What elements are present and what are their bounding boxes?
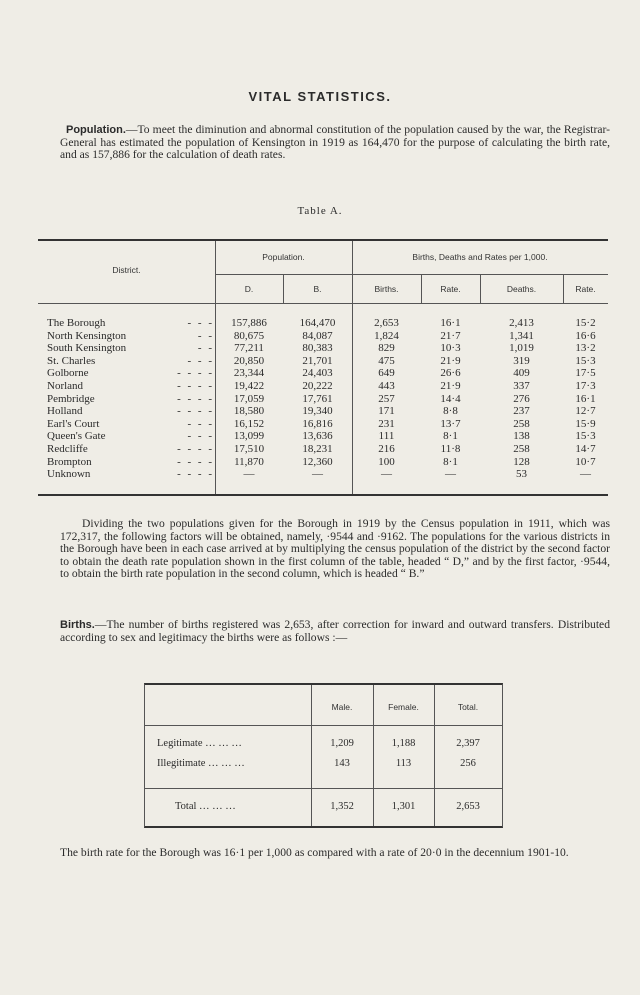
cell-district: Unknown [47,468,91,481]
cell-death-rate: 15·3 [575,354,596,367]
cell-birth-rate: 21·9 [440,354,461,367]
births-text: —The number of births registered was 2,653, after correction for inward and outward transfers. Distributed according to sex and legitimacy the births were as follows :— [60,618,610,644]
header-district: District. [112,265,141,275]
leader-dashes: - - [197,342,214,355]
cell-birth-population: 164,470 [299,317,336,329]
header-death-rate: Rate. [575,284,596,294]
cell-district: Holland [47,405,83,418]
cell-deaths: 409 [513,367,530,380]
cell-deaths: 128 [513,455,530,468]
header-birth-rate: Rate. [440,284,461,294]
table-row [38,430,608,443]
birth-rate-paragraph: The birth rate for the Borough was 16·1 per 1,000 as compared with a rate of 20·0 in the decennium 1901-10. [60,846,569,859]
cell-births: 829 [378,342,395,355]
cell-birth-rate: — [445,468,456,481]
cell-birth-population: 84,087 [302,329,333,342]
cell-birth-population: 20,222 [302,380,333,392]
table-row [38,405,608,418]
cell-district: St. Charles [47,354,96,367]
cell-total: 256 [460,758,476,769]
table-row [38,443,608,456]
table-a-caption: Table A. [297,205,343,217]
table-row [38,342,608,355]
cell-birth-population: 24,403 [302,367,333,380]
cell-death-population: 11,870 [234,455,264,468]
cell-birth-population: 17,761 [302,392,333,405]
cell-birth-rate: 10·3 [440,342,461,355]
cell-district: South Kensington [47,342,127,355]
cell-death-rate: 13·2 [575,342,596,355]
cell-death-rate: 15·2 [575,317,596,329]
total-male: 1,352 [330,801,354,812]
cell-births: 111 [378,430,395,443]
cell-deaths: 337 [513,380,530,392]
header-deaths: Deaths. [506,284,537,294]
cell-district: North Kensington [47,329,127,342]
cell-district: Earl's Court [47,417,100,430]
cell-deaths: 276 [513,392,530,405]
cell-male: 143 [334,758,350,769]
cell-death-rate: — [580,468,591,481]
table-row [38,367,608,380]
cell-death-population: 157,886 [231,317,267,329]
cell-births: 1,824 [374,329,399,342]
cell-death-population: 77,211 [234,342,264,355]
cell-birth-population: 12,360 [302,455,333,468]
cell-births: 216 [378,443,395,455]
cell-death-population: 16,152 [233,417,265,430]
cell-district: Norland [47,380,84,392]
cell-total: 2,397 [456,738,480,749]
cell-death-population: 17,510 [233,443,265,455]
cell-female: 113 [395,758,412,769]
cell-death-rate: 12·7 [575,405,596,418]
cell-death-population: 23,344 [233,367,265,380]
row-label: Legitimate … … … [157,738,242,749]
cell-birth-rate: 8·1 [443,430,458,443]
cell-death-population: 20,850 [233,354,265,367]
cell-birth-population: 80,383 [302,342,333,355]
cell-deaths: 2,413 [509,317,534,329]
leader-dashes: - - [197,329,214,342]
table-row [38,456,608,469]
leader-dashes: - - - - [177,380,214,392]
header-population: Population. [262,252,305,262]
leader-dashes: - - - - [177,392,214,405]
cell-deaths: 53 [516,468,527,481]
cell-births: 257 [378,392,395,405]
cell-death-rate: 15·9 [575,417,596,430]
cell-birth-population: 18,231 [302,443,333,455]
population-paragraph [60,124,610,162]
births-heading: Births. [60,619,95,631]
table-a [38,239,608,496]
table-b [144,683,503,828]
total-female: 1,301 [391,801,416,812]
table-row [38,380,608,393]
table-row [38,317,608,330]
leader-dashes: - - - - [177,468,214,481]
total-total: 2,653 [456,801,480,812]
header-d: D. [244,284,254,294]
cell-deaths: 237 [513,405,530,418]
cell-birth-rate: 11·8 [440,443,461,455]
cell-district: Golborne [47,367,89,380]
page-title: VITAL STATISTICS. [248,89,392,104]
cell-male: 1,209 [330,738,354,749]
cell-death-population: 18,580 [233,405,265,418]
table-row [38,468,608,481]
leader-dashes: - - - [187,430,214,443]
cell-death-rate: 15·3 [575,430,596,443]
cell-birth-population: — [312,468,323,481]
cell-births: 171 [378,405,395,418]
cell-birth-rate: 16·1 [440,317,461,329]
header-female: Female. [388,702,419,712]
cell-deaths: 1,019 [509,342,534,355]
total-label: Total … … … [175,801,236,812]
cell-births: 475 [378,354,395,367]
cell-death-population: 17,059 [233,392,265,405]
cell-district: Queen's Gate [47,430,106,443]
cell-death-population: 80,675 [233,329,265,342]
cell-death-rate: 16·1 [575,392,596,405]
cell-births: 2,653 [374,317,399,329]
cell-birth-population: 19,340 [302,405,333,418]
births-paragraph [60,619,610,644]
cell-death-population: — [243,468,255,481]
cell-birth-rate: 21·9 [440,380,461,392]
header-births: Births. [374,284,399,294]
cell-births: 443 [378,380,395,392]
cell-deaths: 258 [513,443,530,455]
leader-dashes: - - - [187,317,214,329]
leader-dashes: - - - - [177,443,214,455]
leader-dashes: - - - - [177,405,214,418]
header-b: B. [313,284,322,294]
cell-deaths: 319 [513,354,530,367]
cell-birth-rate: 26·6 [440,367,461,380]
cell-births: — [381,468,392,481]
header-births-deaths-rates: Births, Deaths and Rates per 1,000. [412,252,548,262]
cell-district: Redcliffe [47,443,88,455]
leader-dashes: - - - [187,417,214,430]
cell-births: 231 [378,417,395,430]
cell-birth-rate: 21·7 [440,329,461,342]
cell-district: The Borough [47,317,106,329]
cell-district: Pembridge [47,392,95,405]
cell-death-population: 13,099 [233,430,265,443]
dividing-paragraph: Dividing the two populations given for the Borough in 1919 by the Census population in 1911, which was 172,317, the following factors will be obtained, namely, ·9544 and ·9162. The populations for the various districts in the Borough have been in each case arrived at by multiplying the census population of the district by the second factor to obtain the death rate population shown in the first column of the table, headed “ D,” and by the first factor, ·9544, to obtain the birth rate population in the second column, which is headed “ B.” [60,517,610,581]
cell-female: 1,188 [391,738,416,749]
cell-death-rate: 17·5 [575,367,596,380]
table-row [38,355,608,368]
cell-birth-rate: 8·8 [443,405,458,418]
cell-deaths: 138 [513,430,530,443]
cell-death-rate: 17·3 [575,380,596,392]
cell-birth-population: 21,701 [302,354,333,367]
table-row [38,418,608,431]
cell-death-population: 19,422 [233,380,265,392]
population-heading: Population. [66,124,126,136]
cell-birth-rate: 8·1 [443,455,458,468]
cell-district: Brompton [47,455,92,468]
cell-births: 649 [378,367,395,380]
cell-birth-population: 13,636 [302,430,333,443]
cell-birth-rate: 13·7 [440,417,461,430]
leader-dashes: - - - - [177,367,214,380]
cell-births: 100 [378,455,395,468]
population-text: —To meet the diminution and abnormal constitution of the population caused by the war, the Registrar-General has estimated the population of Kensington in 1919 as 164,470 for the purpose of calculating the birth rate, and as 157,886 for the calculation of death rates. [60,123,610,162]
header-total: Total. [457,702,479,712]
cell-death-rate: 14·7 [575,443,596,455]
leader-dashes: - - - - [177,455,214,468]
header-male: Male. [331,702,353,712]
row-label: Illegitimate … … … [157,758,245,769]
table-row [38,393,608,406]
cell-deaths: 258 [513,417,530,430]
cell-death-rate: 10·7 [575,455,596,468]
cell-death-rate: 16·6 [575,329,596,342]
leader-dashes: - - - [187,354,214,367]
table-row [38,330,608,343]
cell-birth-population: 16,816 [302,417,333,430]
cell-birth-rate: 14·4 [440,392,461,405]
cell-deaths: 1,341 [509,329,534,342]
